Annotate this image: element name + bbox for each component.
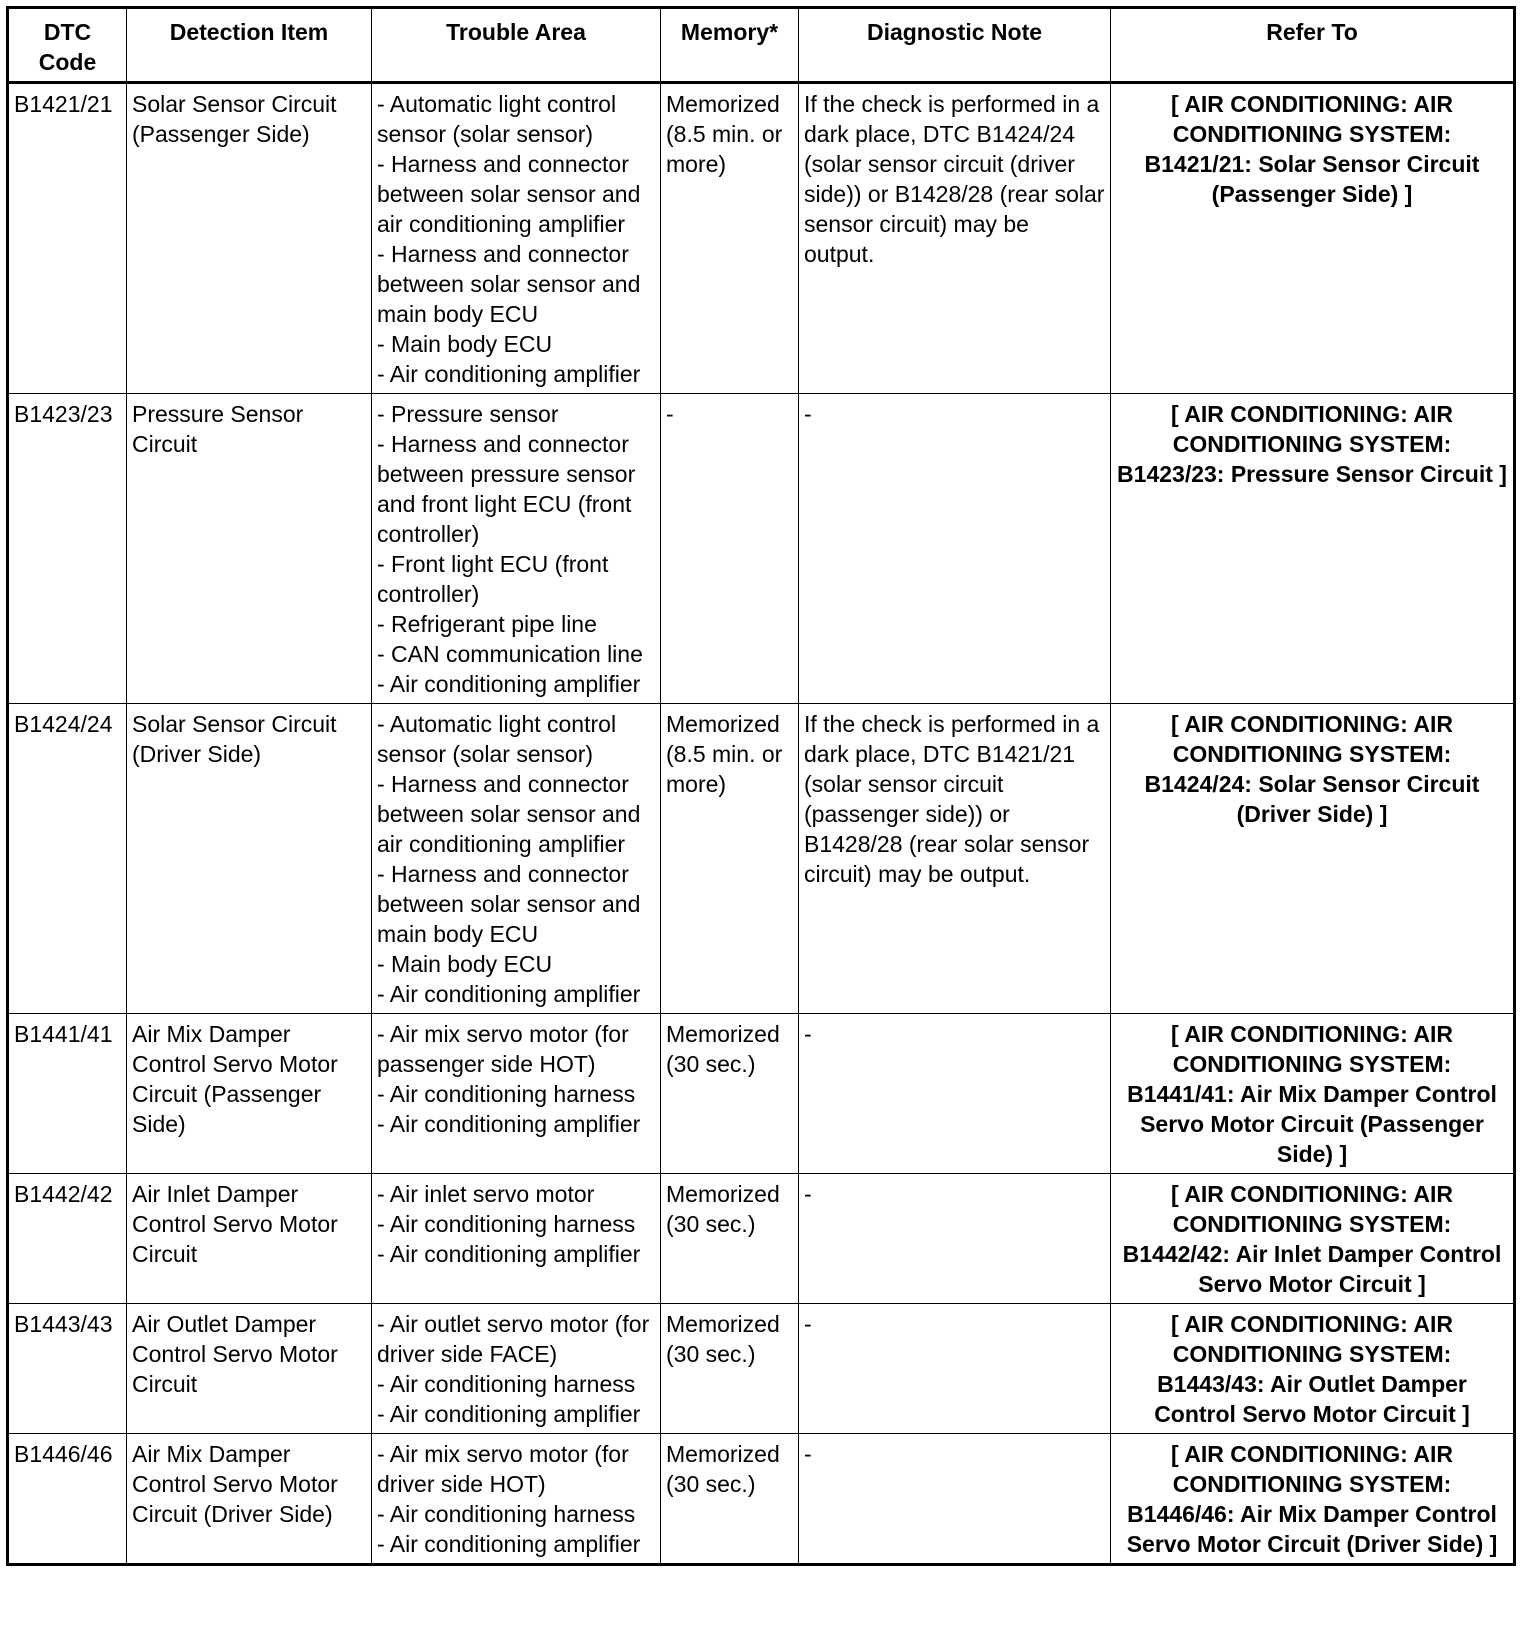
diagnostic-note-cell: - <box>799 1174 1111 1304</box>
trouble-area-item: - Air conditioning amplifier <box>377 671 641 697</box>
dtc-code-cell: B1442/42 <box>8 1174 127 1304</box>
trouble-area-item: - Refrigerant pipe line <box>377 611 597 637</box>
trouble-area-item: - Air conditioning amplifier <box>377 981 641 1007</box>
diagnostic-note-cell: - <box>799 1434 1111 1565</box>
trouble-area-item: - Air mix servo motor (for driver side HOT) <box>377 1441 629 1497</box>
refer-to-link: [ AIR CONDITIONING: AIR CONDITIONING SYSTEM: B1423/23: Pressure Sensor Circuit ] <box>1111 394 1515 704</box>
trouble-area-item: - Main body ECU <box>377 951 553 977</box>
refer-to-link: [ AIR CONDITIONING: AIR CONDITIONING SYSTEM: B1421/21: Solar Sensor Circuit (Passenger Side) ] <box>1111 83 1515 394</box>
memory-cell: - <box>661 394 799 704</box>
memory-cell: Memorized (30 sec.) <box>661 1434 799 1565</box>
header-detection-item: Detection Item <box>127 8 372 83</box>
trouble-area-cell <box>372 704 661 1014</box>
trouble-area-cell <box>372 1304 661 1434</box>
trouble-area-cell <box>372 1014 661 1174</box>
diagnostic-note-cell: If the check is performed in a dark place, DTC B1424/24 (solar sensor circuit (driver side)) or B1428/28 (rear solar sensor circuit) may be output. <box>799 83 1111 394</box>
detection-item-cell: Solar Sensor Circuit (Passenger Side) <box>127 83 372 394</box>
dtc-table <box>6 6 1516 1566</box>
memory-cell: Memorized (30 sec.) <box>661 1014 799 1174</box>
table-row <box>8 704 1515 1014</box>
detection-item-cell: Air Mix Damper Control Servo Motor Circuit (Passenger Side) <box>127 1014 372 1174</box>
detection-item-cell: Air Outlet Damper Control Servo Motor Circuit <box>127 1304 372 1434</box>
table-row <box>8 1174 1515 1304</box>
trouble-area-item: - Harness and connector between solar sensor and air conditioning amplifier <box>377 151 641 237</box>
header-trouble-area: Trouble Area <box>372 8 661 83</box>
trouble-area-item: - Air conditioning harness <box>377 1501 636 1527</box>
trouble-area-item: - Air conditioning harness <box>377 1211 636 1237</box>
detection-item-cell: Air Mix Damper Control Servo Motor Circuit (Driver Side) <box>127 1434 372 1565</box>
trouble-area-item: - Air conditioning amplifier <box>377 1531 641 1557</box>
trouble-area-item: - Main body ECU <box>377 331 553 357</box>
dtc-code-cell: B1424/24 <box>8 704 127 1014</box>
trouble-area-item: - Automatic light control sensor (solar sensor) <box>377 711 617 767</box>
header-refer-to: Refer To <box>1111 8 1515 83</box>
table-row <box>8 83 1515 394</box>
header-diagnostic-note: Diagnostic Note <box>799 8 1111 83</box>
header-dtc-code: DTC Code <box>8 8 127 83</box>
trouble-area-item: - Air conditioning amplifier <box>377 1401 641 1427</box>
memory-cell: Memorized (8.5 min. or more) <box>661 704 799 1014</box>
memory-cell: Memorized (8.5 min. or more) <box>661 83 799 394</box>
diagnostic-note-cell: - <box>799 1304 1111 1434</box>
detection-item-cell: Solar Sensor Circuit (Driver Side) <box>127 704 372 1014</box>
trouble-area-cell <box>372 1434 661 1565</box>
trouble-area-item: - Air conditioning harness <box>377 1371 636 1397</box>
dtc-code-cell: B1443/43 <box>8 1304 127 1434</box>
trouble-area-item: - Air conditioning amplifier <box>377 361 641 387</box>
table-row <box>8 1014 1515 1174</box>
trouble-area-cell <box>372 1174 661 1304</box>
refer-to-link: [ AIR CONDITIONING: AIR CONDITIONING SYSTEM: B1443/43: Air Outlet Damper Control Servo Motor Circuit ] <box>1111 1304 1515 1434</box>
trouble-area-item: - Air mix servo motor (for passenger side HOT) <box>377 1021 629 1077</box>
table-row <box>8 1434 1515 1565</box>
trouble-area-cell <box>372 394 661 704</box>
refer-to-link: [ AIR CONDITIONING: AIR CONDITIONING SYSTEM: B1424/24: Solar Sensor Circuit (Driver Side) ] <box>1111 704 1515 1014</box>
trouble-area-item: - Harness and connector between solar sensor and air conditioning amplifier <box>377 771 641 857</box>
trouble-area-item: - Air inlet servo motor <box>377 1181 595 1207</box>
diagnostic-note-cell: - <box>799 1014 1111 1174</box>
trouble-area-item: - Air conditioning harness <box>377 1081 636 1107</box>
detection-item-cell: Air Inlet Damper Control Servo Motor Circuit <box>127 1174 372 1304</box>
trouble-area-item: - Harness and connector between solar sensor and main body ECU <box>377 241 641 327</box>
trouble-area-cell <box>372 83 661 394</box>
detection-item-cell: Pressure Sensor Circuit <box>127 394 372 704</box>
diagnostic-note-cell: - <box>799 394 1111 704</box>
dtc-code-cell: B1423/23 <box>8 394 127 704</box>
trouble-area-item: - Front light ECU (front controller) <box>377 551 609 607</box>
trouble-area-item: - Harness and connector between solar sensor and main body ECU <box>377 861 641 947</box>
memory-cell: Memorized (30 sec.) <box>661 1304 799 1434</box>
table-row <box>8 394 1515 704</box>
refer-to-link: [ AIR CONDITIONING: AIR CONDITIONING SYSTEM: B1446/46: Air Mix Damper Control Servo Motor Circuit (Driver Side) ] <box>1111 1434 1515 1565</box>
trouble-area-item: - Air outlet servo motor (for driver side FACE) <box>377 1311 650 1367</box>
diagnostic-note-cell: If the check is performed in a dark place, DTC B1421/21 (solar sensor circuit (passenger side)) or B1428/28 (rear solar sensor circuit) may be output. <box>799 704 1111 1014</box>
trouble-area-item: - Automatic light control sensor (solar sensor) <box>377 91 617 147</box>
memory-cell: Memorized (30 sec.) <box>661 1174 799 1304</box>
table-body <box>8 83 1515 1565</box>
trouble-area-item: - Harness and connector between pressure sensor and front light ECU (front controller) <box>377 431 636 547</box>
table-row <box>8 1304 1515 1434</box>
refer-to-link: [ AIR CONDITIONING: AIR CONDITIONING SYSTEM: B1441/41: Air Mix Damper Control Servo Motor Circuit (Passenger Side) ] <box>1111 1014 1515 1174</box>
header-row <box>8 8 1515 83</box>
dtc-code-cell: B1441/41 <box>8 1014 127 1174</box>
trouble-area-item: - Air conditioning amplifier <box>377 1241 641 1267</box>
dtc-code-cell: B1421/21 <box>8 83 127 394</box>
trouble-area-item: - CAN communication line <box>377 641 643 667</box>
refer-to-link: [ AIR CONDITIONING: AIR CONDITIONING SYSTEM: B1442/42: Air Inlet Damper Control Servo Motor Circuit ] <box>1111 1174 1515 1304</box>
header-memory: Memory* <box>661 8 799 83</box>
dtc-code-cell: B1446/46 <box>8 1434 127 1565</box>
trouble-area-item: - Pressure sensor <box>377 401 559 427</box>
trouble-area-item: - Air conditioning amplifier <box>377 1111 641 1137</box>
